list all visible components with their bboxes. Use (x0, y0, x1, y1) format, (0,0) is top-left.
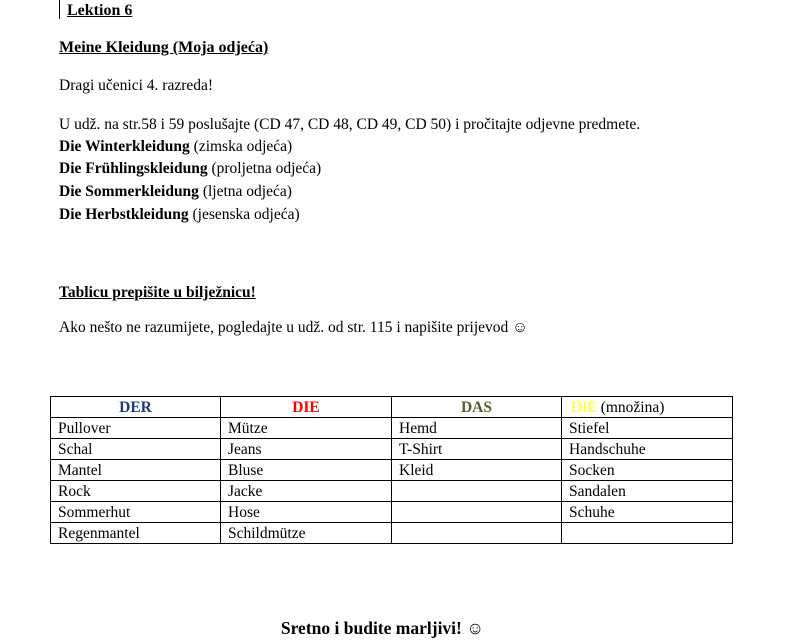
lesson-title: Lektion 6 (67, 2, 133, 19)
table-cell: Schal (51, 439, 221, 460)
table-cell: Hose (221, 502, 392, 523)
table-cell (392, 502, 562, 523)
season-line (59, 139, 292, 155)
season-translation: (proljetna odjeća) (207, 160, 322, 177)
season-german: Die Herbstkleidung (59, 206, 189, 223)
table-cell: Stiefel (562, 418, 733, 439)
table-row (51, 460, 733, 481)
table-cell: T-Shirt (392, 439, 562, 460)
table-row (51, 481, 733, 502)
table-cell (562, 523, 733, 544)
instruction-text: U udž. na str.58 i 59 poslušajte (CD 47, CD 48, CD 49, CD 50) i pročitajte odjevne predmete. (59, 116, 641, 133)
header-plural-note: (množina) (596, 398, 665, 416)
lesson-marker-line (59, 0, 60, 19)
table-cell: Mantel (51, 460, 221, 481)
season-translation: (ljetna odjeća) (198, 183, 292, 200)
header-der: DER (51, 397, 221, 418)
table-cell: Handschuhe (562, 439, 733, 460)
table-cell: Socken (562, 460, 733, 481)
table-cell: Bluse (221, 460, 392, 481)
topic-title: Meine Kleidung (Moja odjeća) (59, 39, 269, 56)
header-plural-article: DIE (571, 398, 597, 416)
season-line (59, 184, 292, 200)
table-cell: Sommerhut (51, 502, 221, 523)
table-cell: Jacke (221, 481, 392, 502)
season-translation: (jesenska odjeća) (188, 206, 300, 223)
season-line (59, 207, 300, 223)
copy-heading: Tablicu prepišite u bilježnicu! (59, 284, 256, 301)
table-row (51, 502, 733, 523)
table-cell (392, 523, 562, 544)
header-das: DAS (392, 397, 562, 418)
header-die: DIE (221, 397, 392, 418)
table-header-row (51, 397, 733, 418)
table-cell: Sandalen (562, 481, 733, 502)
season-german: Die Frühlingskleidung (59, 160, 208, 177)
table-cell: Rock (51, 481, 221, 502)
season-german: Die Winterkleidung (59, 138, 190, 155)
table-cell: Schildmütze (221, 523, 392, 544)
table-cell: Jeans (221, 439, 392, 460)
clothing-table (50, 396, 733, 544)
help-text: Ako nešto ne razumijete, pogledajte u udž. od str. 115 i napišite prijevod ☺ (59, 319, 528, 336)
table-cell (392, 481, 562, 502)
table-cell: Pullover (51, 418, 221, 439)
table-cell: Mütze (221, 418, 392, 439)
table-row (51, 439, 733, 460)
header-plural (562, 397, 733, 418)
table-cell: Regenmantel (51, 523, 221, 544)
greeting: Dragi učenici 4. razreda! (59, 77, 214, 94)
season-german: Die Sommerkleidung (59, 183, 199, 200)
table-row (51, 418, 733, 439)
table-cell: Kleid (392, 460, 562, 481)
season-translation: (zimska odjeća) (189, 138, 293, 155)
season-line (59, 161, 321, 177)
closing-message: Sretno i budite marljivi! ☺ (280, 618, 485, 638)
table-row (51, 523, 733, 544)
table-cell: Schuhe (562, 502, 733, 523)
table-cell: Hemd (392, 418, 562, 439)
